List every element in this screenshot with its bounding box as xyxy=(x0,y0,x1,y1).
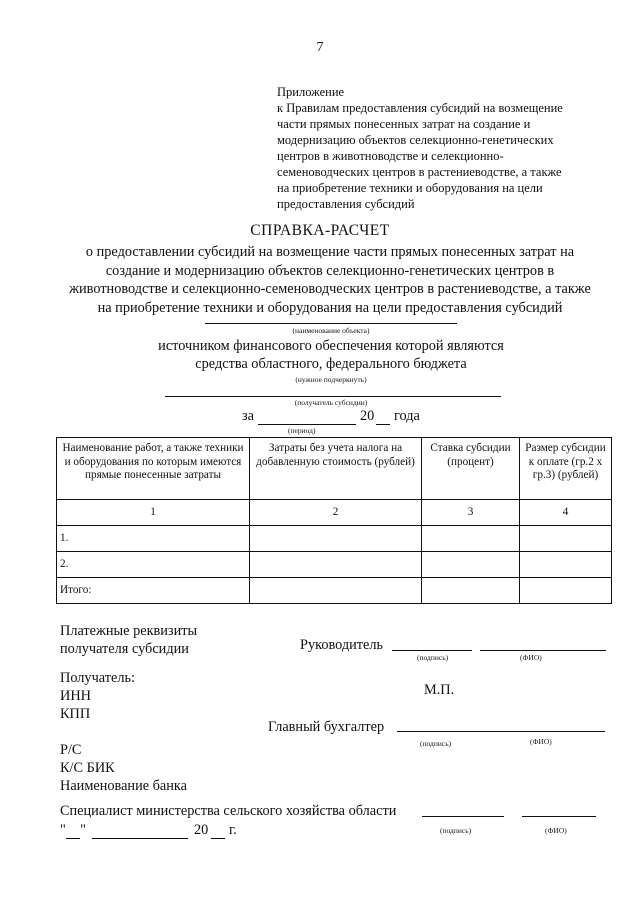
subtitle-line: создание и модернизацию объектов селекционно-генетических центров в xyxy=(105,262,555,279)
table-cell[interactable] xyxy=(520,578,612,604)
object-name-hint: (наименование объекта) xyxy=(292,326,370,335)
date-year-suffix: г. xyxy=(229,822,237,838)
appendix-line: центров в животноводстве и селекционно- xyxy=(277,149,504,163)
accountant-sign-hint: (подпись) xyxy=(420,739,452,748)
subtitle-line: животноводстве и селекционно-семеноводческих центров в растениеводстве, а также xyxy=(69,281,591,297)
table-cell[interactable] xyxy=(422,526,520,552)
period-line[interactable] xyxy=(258,424,356,425)
object-name-line[interactable] xyxy=(205,323,457,324)
table-header-cell: Размер субсидии к оплате (гр.2 x гр.3) (рублей) xyxy=(520,438,612,500)
table-row xyxy=(57,552,612,578)
recipient-line[interactable] xyxy=(165,396,501,397)
table-cell[interactable] xyxy=(422,552,520,578)
period-year-suffix: года xyxy=(394,408,420,424)
date-month-line[interactable] xyxy=(92,838,188,839)
document-subtitle xyxy=(50,243,610,317)
kpp-label: КПП xyxy=(60,706,91,722)
page-number: 7 xyxy=(316,40,324,55)
recipient-hint: (получатель субсидии) xyxy=(294,398,368,407)
underline-hint: (нужное подчеркнуть) xyxy=(295,375,367,384)
table-header-cell: Наименование работ, а также техники и оборудования по которым имеются прямые понесенные затраты xyxy=(57,438,250,500)
specialist-label: Специалист министерства сельского хозяйства области xyxy=(60,803,397,819)
subtitle-line: на приобретение техники и оборудования на цели предоставления субсидий xyxy=(97,299,563,316)
table-row-label[interactable]: 1. xyxy=(57,526,250,552)
period-year-prefix: 20 xyxy=(360,408,375,424)
head-fio-hint: (ФИО) xyxy=(520,653,542,662)
table-cell[interactable] xyxy=(250,552,422,578)
accountant-signature-line[interactable] xyxy=(397,731,605,732)
table-header-cell: Затраты без учета налога на добавленную стоимость (рублей) xyxy=(250,438,422,500)
appendix-line: к Правилам предоставления субсидий на возмещение xyxy=(277,101,563,115)
appendix-line: семеноводческих центров в растениеводстве, а также xyxy=(277,165,562,179)
specialist-signature-line[interactable] xyxy=(422,816,504,817)
source-line-2: средства областного, федерального бюджета xyxy=(195,356,467,372)
specialist-fio-line[interactable] xyxy=(522,816,596,817)
table-number-row xyxy=(57,500,612,526)
table-cell[interactable] xyxy=(250,526,422,552)
recipient-label: Получатель: xyxy=(60,670,135,686)
appendix-line: предоставления субсидий xyxy=(277,197,415,211)
head-label: Руководитель xyxy=(300,637,384,653)
calculation-table xyxy=(56,437,612,604)
appendix-line: части прямых понесенных затрат на создание и xyxy=(277,117,531,131)
source-line-1: источником финансового обеспечения которой являются xyxy=(158,338,504,354)
table-col-number: 4 xyxy=(520,500,612,526)
specialist-fio-hint: (ФИО) xyxy=(545,826,567,835)
appendix-block xyxy=(277,84,563,212)
head-signature-line[interactable] xyxy=(392,650,472,651)
document-title: СПРАВКА-РАСЧЕТ xyxy=(250,222,390,239)
stamp-place: М.П. xyxy=(424,682,455,698)
payment-details-line-2: получателя субсидии xyxy=(60,641,189,657)
date-year-line[interactable] xyxy=(211,838,225,839)
date-year-prefix: 20 xyxy=(194,822,209,838)
appendix-line: модернизацию объектов селекционно-генетических xyxy=(277,133,554,147)
table-row-label[interactable]: 2. xyxy=(57,552,250,578)
table-col-number: 3 xyxy=(422,500,520,526)
table-col-number: 1 xyxy=(57,500,250,526)
rs-label: Р/С xyxy=(60,742,82,758)
table-cell[interactable] xyxy=(520,552,612,578)
date-quotes: " " xyxy=(60,822,86,838)
accountant-fio-hint: (ФИО) xyxy=(530,737,552,746)
accountant-label: Главный бухгалтер xyxy=(268,719,385,735)
table-cell[interactable] xyxy=(520,526,612,552)
table-total-label: Итого: xyxy=(57,578,250,604)
period-year-line[interactable] xyxy=(376,424,390,425)
inn-label: ИНН xyxy=(60,688,91,704)
table-cell[interactable] xyxy=(422,578,520,604)
period-hint: (период) xyxy=(288,426,316,435)
subtitle-line: о предоставлении субсидий на возмещение части прямых понесенных затрат на xyxy=(85,244,575,260)
table-col-number: 2 xyxy=(250,500,422,526)
bank-name-label: Наименование банка xyxy=(60,778,187,794)
period-za: за xyxy=(242,408,254,424)
head-sign-hint: (подпись) xyxy=(417,653,449,662)
ks-bik-label: К/С БИК xyxy=(60,760,115,776)
table-header-row xyxy=(57,438,612,500)
payment-details-line-1: Платежные реквизиты xyxy=(60,623,198,639)
head-fio-line[interactable] xyxy=(480,650,606,651)
specialist-sign-hint: (подпись) xyxy=(440,826,472,835)
table-row xyxy=(57,526,612,552)
table-header-cell: Ставка субсидии (процент) xyxy=(422,438,520,500)
date-day-line[interactable] xyxy=(66,838,80,839)
appendix-line: на приобретение техники и оборудования на цели xyxy=(277,181,543,195)
table-total-row xyxy=(57,578,612,604)
table-cell[interactable] xyxy=(250,578,422,604)
appendix-line: Приложение xyxy=(277,85,345,99)
